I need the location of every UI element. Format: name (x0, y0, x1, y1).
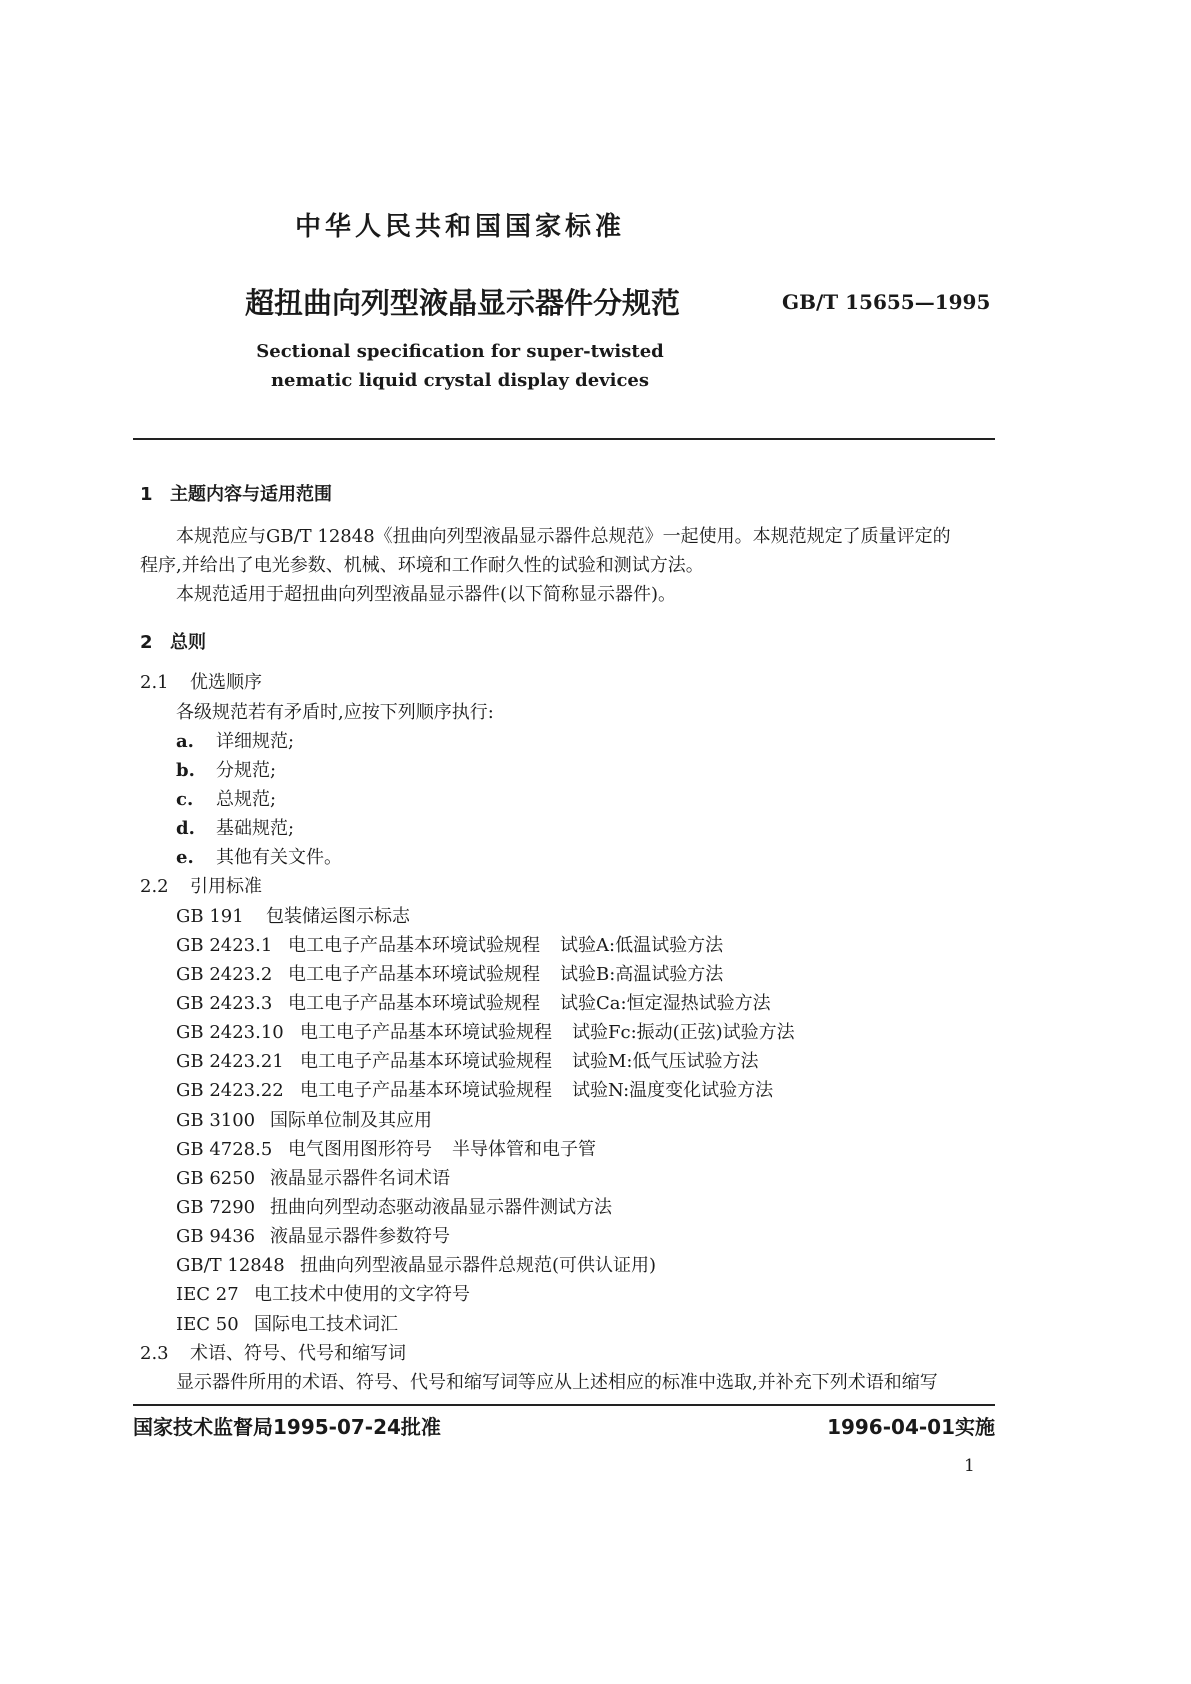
reference-row (176, 1255, 656, 1277)
list-item-key: c. (176, 789, 194, 810)
section-1-heading (140, 480, 332, 506)
section-number: 1 (140, 484, 153, 505)
reference-code: GB/T 12848 (176, 1255, 285, 1276)
reference-code: GB 6250 (176, 1168, 256, 1189)
list-item-key: b. (176, 760, 195, 781)
reference-title: 电工电子产品基本环境试验规程 (300, 1022, 552, 1043)
issuing-country-heading: 中华人民共和国国家标准 (294, 212, 625, 242)
reference-code: GB 2423.22 (176, 1080, 284, 1101)
subsection-title: 优选顺序 (190, 672, 262, 693)
subsection-2-3-heading (140, 1343, 406, 1365)
subsection-title: 术语、符号、代号和缩写词 (190, 1343, 406, 1364)
reference-test: 试验B:高温试验方法 (560, 964, 724, 985)
list-item-key: a. (176, 731, 194, 752)
reference-title: 电工技术中使用的文字符号 (254, 1284, 470, 1305)
subsection-number: 2.3 (140, 1343, 169, 1364)
reference-title: 扭曲向列型液晶显示器件总规范(可供认证用) (300, 1255, 657, 1276)
subsection-2-3-paragraph: 显示器件所用的术语、符号、代号和缩写词等应从上述相应的标准中选取,并补充下列术语和缩写 (176, 1372, 938, 1393)
list-item (176, 760, 276, 782)
reference-title: 国际单位制及其应用 (270, 1110, 432, 1131)
document-title-english-line2: nematic liquid crystal display devices (270, 370, 650, 391)
section-title: 主题内容与适用范围 (170, 484, 332, 505)
subsection-title: 引用标准 (190, 876, 262, 897)
reference-test: 试验N:温度变化试验方法 (572, 1080, 774, 1101)
list-item-text: 基础规范; (216, 818, 295, 839)
reference-code: IEC 50 (176, 1314, 239, 1335)
reference-row (176, 906, 410, 928)
reference-code: GB 191 (176, 906, 244, 927)
list-item (176, 818, 294, 840)
subsection-number: 2.1 (140, 672, 169, 693)
document-title-english-line1: Sectional specification for super-twisted (256, 341, 664, 362)
section-1-paragraph-2: 本规范适用于超扭曲向列型液晶显示器件(以下简称显示器件)。 (176, 584, 677, 605)
reference-test: 试验A:低温试验方法 (560, 935, 724, 956)
reference-row (176, 964, 723, 986)
reference-title: 电工电子产品基本环境试验规程 (288, 935, 540, 956)
reference-test: 半导体管和电子管 (452, 1139, 596, 1160)
section-2-heading (140, 628, 206, 654)
reference-title: 包装储运图示标志 (266, 906, 410, 927)
reference-row (176, 1284, 470, 1306)
reference-row (176, 993, 771, 1015)
reference-title: 国际电工技术词汇 (254, 1314, 398, 1335)
subsection-2-1-heading (140, 672, 262, 694)
reference-code: GB 7290 (176, 1197, 256, 1218)
subsection-2-1-intro: 各级规范若有矛盾时,应按下列顺序执行: (176, 702, 494, 723)
list-item-text: 分规范; (216, 760, 277, 781)
reference-title: 电工电子产品基本环境试验规程 (288, 993, 540, 1014)
reference-row (176, 1226, 450, 1248)
reference-test: 试验Fc:振动(正弦)试验方法 (572, 1022, 795, 1043)
list-item-key: d. (176, 818, 195, 839)
reference-title: 电工电子产品基本环境试验规程 (300, 1080, 552, 1101)
reference-title: 液晶显示器件名词术语 (270, 1168, 450, 1189)
reference-code: GB 3100 (176, 1110, 256, 1131)
reference-row (176, 1080, 773, 1102)
subsection-2-2-heading (140, 876, 262, 898)
list-item-text: 其他有关文件。 (216, 847, 342, 868)
reference-test: 试验M:低气压试验方法 (572, 1051, 759, 1072)
reference-code: GB 2423.2 (176, 964, 273, 985)
reference-code: GB 2423.3 (176, 993, 273, 1014)
reference-code: GB 4728.5 (176, 1139, 273, 1160)
reference-title: 扭曲向列型动态驱动液晶显示器件测试方法 (270, 1197, 612, 1218)
reference-test: 试验Ca:恒定湿热试验方法 (560, 993, 771, 1014)
reference-row (176, 1051, 759, 1073)
section-1-paragraph-1-line-2: 程序,并给出了电光参数、机械、环境和工作耐久性的试验和测试方法。 (140, 555, 704, 576)
reference-row (176, 935, 723, 957)
list-item-text: 总规范; (216, 789, 277, 810)
section-number: 2 (140, 632, 153, 653)
reference-code: GB 2423.10 (176, 1022, 284, 1043)
standard-code: GB/T 15655—1995 (782, 290, 991, 314)
section-1-paragraph-1-line-1: 本规范应与GB/T 12848《扭曲向列型液晶显示器件总规范》一起使用。本规范规定了质量评定的 (176, 526, 951, 547)
approval-statement: 国家技术监督局1995-07-24批准 (133, 1415, 441, 1439)
list-item-text: 详细规范; (216, 731, 295, 752)
list-item-key: e. (176, 847, 194, 868)
list-item (176, 789, 276, 811)
list-item (176, 731, 294, 753)
header-divider (133, 438, 995, 440)
subsection-number: 2.2 (140, 876, 169, 897)
reference-row (176, 1110, 432, 1132)
reference-code: GB 9436 (176, 1226, 256, 1247)
reference-row (176, 1139, 596, 1161)
reference-code: IEC 27 (176, 1284, 239, 1305)
reference-row (176, 1197, 612, 1219)
document-title-chinese: 超扭曲向列型液晶显示器件分规范 (245, 286, 681, 320)
reference-title: 电气图用图形符号 (288, 1139, 432, 1160)
page-number: 1 (964, 1456, 975, 1476)
reference-row (176, 1168, 450, 1190)
reference-title: 电工电子产品基本环境试验规程 (300, 1051, 552, 1072)
implementation-date: 1996-04-01实施 (827, 1415, 995, 1439)
reference-code: GB 2423.21 (176, 1051, 284, 1072)
footer-divider (133, 1404, 995, 1406)
reference-row (176, 1022, 795, 1044)
section-title: 总则 (170, 632, 206, 653)
list-item (176, 847, 342, 869)
reference-code: GB 2423.1 (176, 935, 273, 956)
reference-row (176, 1314, 398, 1336)
reference-title: 液晶显示器件参数符号 (270, 1226, 450, 1247)
reference-title: 电工电子产品基本环境试验规程 (288, 964, 540, 985)
